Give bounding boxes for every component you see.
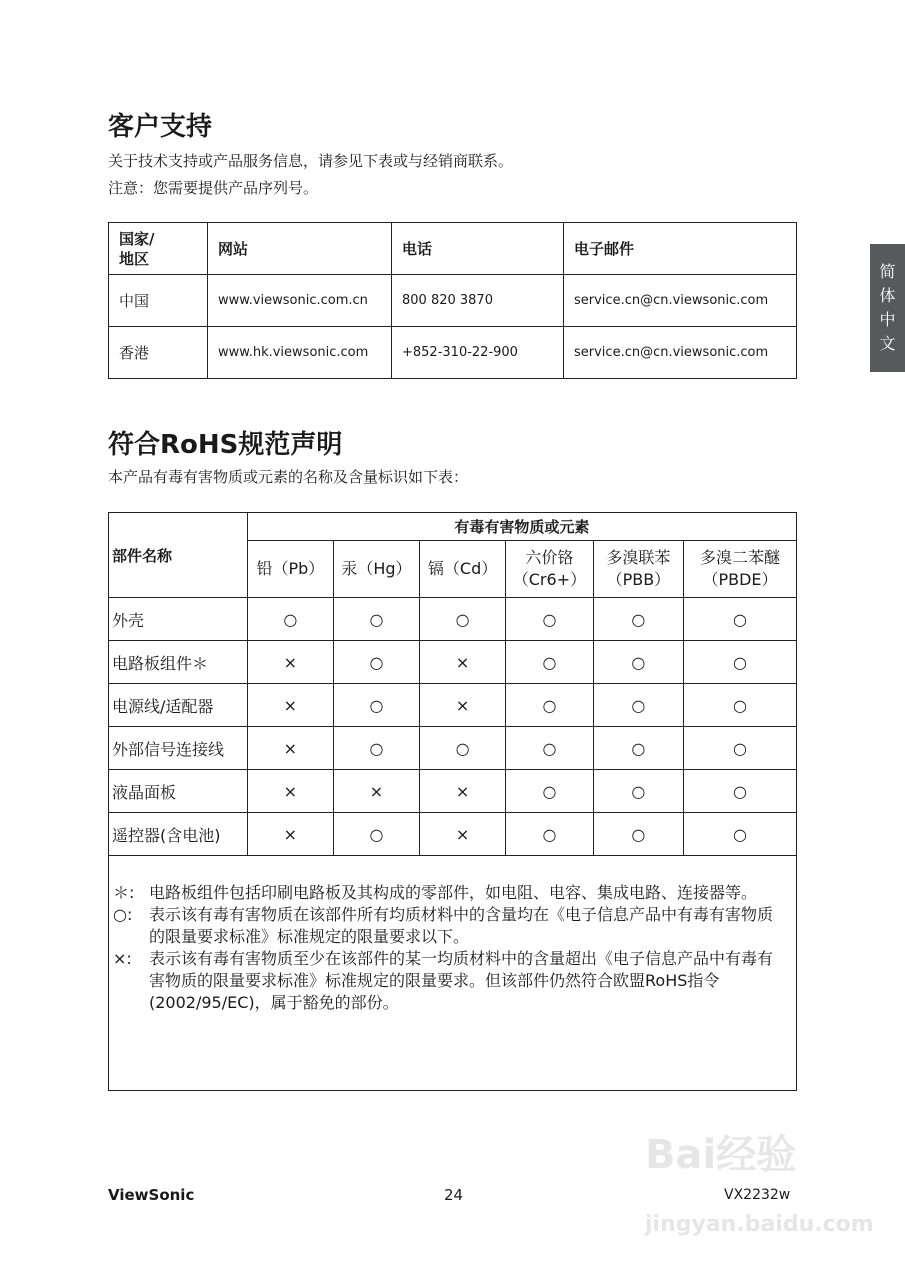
substance-mark: ○ — [506, 727, 594, 770]
header-region — [109, 223, 208, 275]
table-row — [109, 684, 797, 727]
part-name: 电路板组件＊ — [109, 641, 248, 684]
substance-mark: × — [247, 770, 333, 813]
part-name: 电源线/适配器 — [109, 684, 248, 727]
part-name: 外壳 — [109, 598, 248, 641]
substance-mark: ○ — [684, 727, 797, 770]
notes-cell — [109, 856, 797, 1091]
part-name: 液晶面板 — [109, 770, 248, 813]
substance-mark: × — [247, 641, 333, 684]
header-email: 电子邮件 — [564, 223, 797, 275]
substance-mark: ○ — [333, 598, 419, 641]
substance-label: （PBB） — [606, 570, 671, 589]
region-cell: 香港 — [109, 327, 208, 379]
rohs-table — [108, 512, 797, 1091]
substance-header — [684, 541, 797, 598]
language-tab — [870, 244, 905, 372]
substance-mark: × — [420, 770, 506, 813]
part-name: 遥控器(含电池) — [109, 813, 248, 856]
part-name: 外部信号连接线 — [109, 727, 248, 770]
website-link[interactable]: www.viewsonic.com.cn — [208, 275, 392, 327]
substance-header — [506, 541, 594, 598]
substance-mark: ○ — [593, 684, 683, 727]
substance-mark: ○ — [684, 813, 797, 856]
substance-label: 汞（Hg） — [341, 559, 412, 578]
substance-mark: ○ — [506, 770, 594, 813]
group-header: 有毒有害物质或元素 — [247, 513, 796, 541]
part-header: 部件名称 — [109, 513, 248, 598]
substance-mark: × — [420, 684, 506, 727]
notes-row — [109, 856, 797, 1091]
header-region-label: 国家/地区 — [119, 229, 155, 268]
substance-mark: ○ — [333, 813, 419, 856]
table-row — [109, 813, 797, 856]
note-text: 表示该有毒有害物质至少在该部件的某一均质材料中的含量超出《电子信息产品中有毒有害物质的限量要求标准》标准规定的限量要求。但该部件仍然符合欧盟RoHS指令(2002/95/EC)，属于豁免的部份。 — [149, 949, 774, 1012]
substance-mark: × — [247, 684, 333, 727]
note — [113, 904, 788, 948]
support-note: 注意：您需要提供产品序列号。 — [108, 179, 319, 197]
footer-model: VX2232w — [724, 1187, 791, 1203]
rohs-title: 符合RoHS规范声明 — [108, 430, 343, 460]
substance-mark: ○ — [333, 641, 419, 684]
substance-header — [247, 541, 333, 598]
table-row — [109, 641, 797, 684]
email-link[interactable]: service.cn@cn.viewsonic.com — [564, 327, 797, 379]
substance-label: 六价铬 — [525, 548, 574, 567]
substance-mark: × — [247, 727, 333, 770]
substance-mark: × — [333, 770, 419, 813]
table-row — [109, 770, 797, 813]
group-header-row — [109, 513, 797, 541]
substance-label: （Cr6+） — [512, 570, 587, 589]
substance-mark: ○ — [593, 641, 683, 684]
note-text: 表示该有毒有害物质在该部件所有均质材料中的含量均在《电子信息产品中有毒有害物质的限量要求标准》标准规定的限量要求以下。 — [149, 905, 774, 946]
substance-header — [593, 541, 683, 598]
substance-mark: ○ — [684, 641, 797, 684]
table-header-row — [109, 223, 797, 275]
page-number: 24 — [444, 1186, 464, 1204]
note-text: 电路板组件包括印刷电路板及其构成的零部件，如电阻、电容、集成电路、连接器等。 — [149, 883, 758, 902]
substance-mark: ○ — [247, 598, 333, 641]
substance-header — [333, 541, 419, 598]
region-cell: 中国 — [109, 275, 208, 327]
substance-mark: ○ — [420, 727, 506, 770]
substance-label: 多溴联苯 — [606, 548, 671, 567]
note-mark: ○: — [113, 905, 133, 924]
substance-mark: ○ — [333, 727, 419, 770]
substance-mark: × — [420, 813, 506, 856]
substance-mark: ○ — [506, 598, 594, 641]
substance-label: 镉（Cd） — [427, 559, 498, 578]
note-mark: ＊: — [113, 883, 135, 902]
support-table — [108, 222, 797, 379]
substance-header — [420, 541, 506, 598]
support-title: 客户支持 — [108, 112, 213, 142]
substance-label: 铅（Pb） — [256, 559, 325, 578]
email-link[interactable]: service.cn@cn.viewsonic.com — [564, 275, 797, 327]
footer-brand: ViewSonic — [108, 1186, 195, 1204]
header-website: 网站 — [208, 223, 392, 275]
watermark-logo: Bai经验 — [645, 1132, 797, 1178]
phone-cell: 800 820 3870 — [392, 275, 564, 327]
substance-mark: ○ — [684, 684, 797, 727]
support-intro: 关于技术支持或产品服务信息，请参见下表或与经销商联系。 — [108, 152, 514, 170]
rohs-intro: 本产品有毒有害物质或元素的名称及含量标识如下表： — [108, 468, 469, 486]
substance-mark: ○ — [333, 684, 419, 727]
substance-mark: ○ — [506, 641, 594, 684]
substance-mark: ○ — [506, 684, 594, 727]
table-row — [109, 727, 797, 770]
watermark-url: jingyan.baidu.com — [645, 1212, 874, 1237]
header-phone: 电话 — [392, 223, 564, 275]
table-row — [109, 275, 797, 327]
table-row — [109, 327, 797, 379]
substance-mark: ○ — [684, 598, 797, 641]
note-mark: ×: — [113, 949, 132, 968]
website-link[interactable]: www.hk.viewsonic.com — [208, 327, 392, 379]
substance-mark: × — [420, 641, 506, 684]
substance-label: （PBDE） — [702, 570, 778, 589]
language-tab-label: 简体中文 — [879, 262, 896, 353]
substance-label: 多溴二苯醚 — [699, 548, 780, 567]
substance-mark: × — [247, 813, 333, 856]
substance-mark: ○ — [684, 770, 797, 813]
substance-mark: ○ — [593, 727, 683, 770]
substance-mark: ○ — [593, 598, 683, 641]
table-row — [109, 598, 797, 641]
note — [113, 882, 788, 904]
note — [113, 948, 788, 1014]
phone-cell: +852-310-22-900 — [392, 327, 564, 379]
substance-mark: ○ — [506, 813, 594, 856]
substance-mark: ○ — [593, 813, 683, 856]
substance-mark: ○ — [593, 770, 683, 813]
substance-mark: ○ — [420, 598, 506, 641]
